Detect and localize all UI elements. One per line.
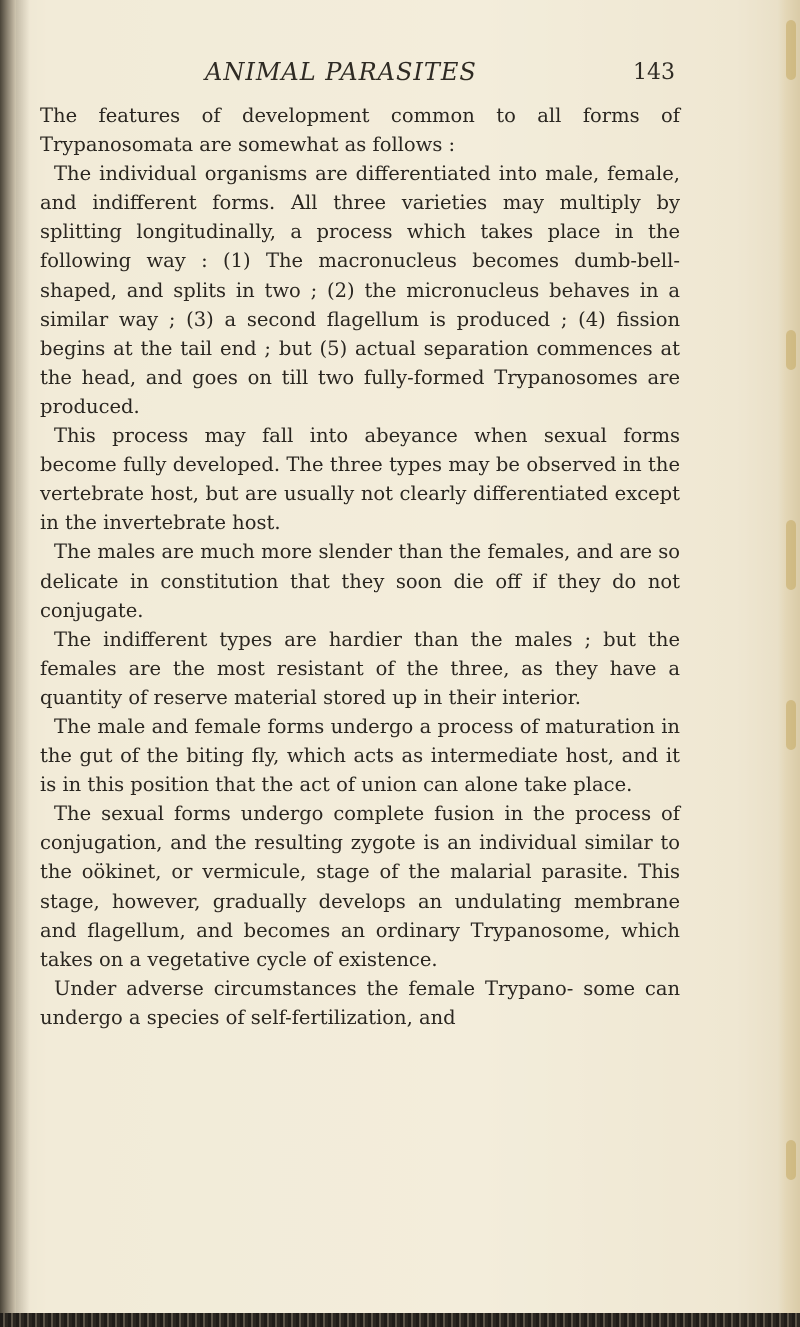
paragraph: The individual organisms are differentiated into male, female, and indifferent forms. All three varieties may multiply by splitting longitudinally, a process which takes place in the following way : (1) The macronucleus becomes dumb-bell-shaped, and splits in two ; (2) the micronucleus behaves in a similar way ; (3) a second flagellum is produced ; (4) fission begins at the tail end ; but (5) actual separation commences at the head, and goes on till two fully-formed Trypanosomes are produced. <box>40 162 680 418</box>
page-edge <box>778 0 800 1327</box>
paragraph: The indifferent types are hardier than the males ; but the females are the most resistant of the three, as they have a quantity of reserve material stored up in their interior. <box>40 627 680 709</box>
gutter-shadow <box>16 0 30 1327</box>
page-bottom-edge <box>0 1313 800 1327</box>
body-text <box>40 101 680 1032</box>
paragraph: The male and female forms undergo a process of maturation in the gut of the biting fly, which acts as intermediate host, and it is in this position that the act of union can alone take place. <box>40 714 680 797</box>
paragraph: The sexual forms undergo complete fusion in the process of conjugation, and the resulting zygote is an individual similar to the oökinet, or vermicule, stage of the malarial parasite. This stage, however, gradually develops an undulating membrane and flagellum, and becomes an ordinary Trypanosome, which takes on a vegetative cycle of existence. <box>40 802 680 971</box>
page-header <box>205 58 675 98</box>
book-spine <box>0 0 16 1327</box>
paragraph: The males are much more slender than the females, and are so delicate in constitution that they soon die off if they do not conjugate. <box>40 540 680 622</box>
page-stain <box>786 20 796 80</box>
paragraph: The features of development common to all forms of Trypanosomata are somewhat as follows : <box>40 104 680 157</box>
paragraph: This process may fall into abeyance when sexual forms become fully developed. The three types may be observed in the vertebrate host, but are usually not clearly differentiated except in the invertebrate host. <box>40 424 680 535</box>
paragraph: Under adverse circumstances the female Trypano- some can undergo a species of self-fertilization, and <box>40 976 680 1029</box>
page-number: 143 <box>633 60 675 85</box>
page-stain <box>786 700 796 750</box>
page-stain <box>786 330 796 370</box>
page-stain <box>786 520 796 590</box>
page-stain <box>786 1140 796 1180</box>
running-head: ANIMAL PARASITES <box>205 58 477 86</box>
